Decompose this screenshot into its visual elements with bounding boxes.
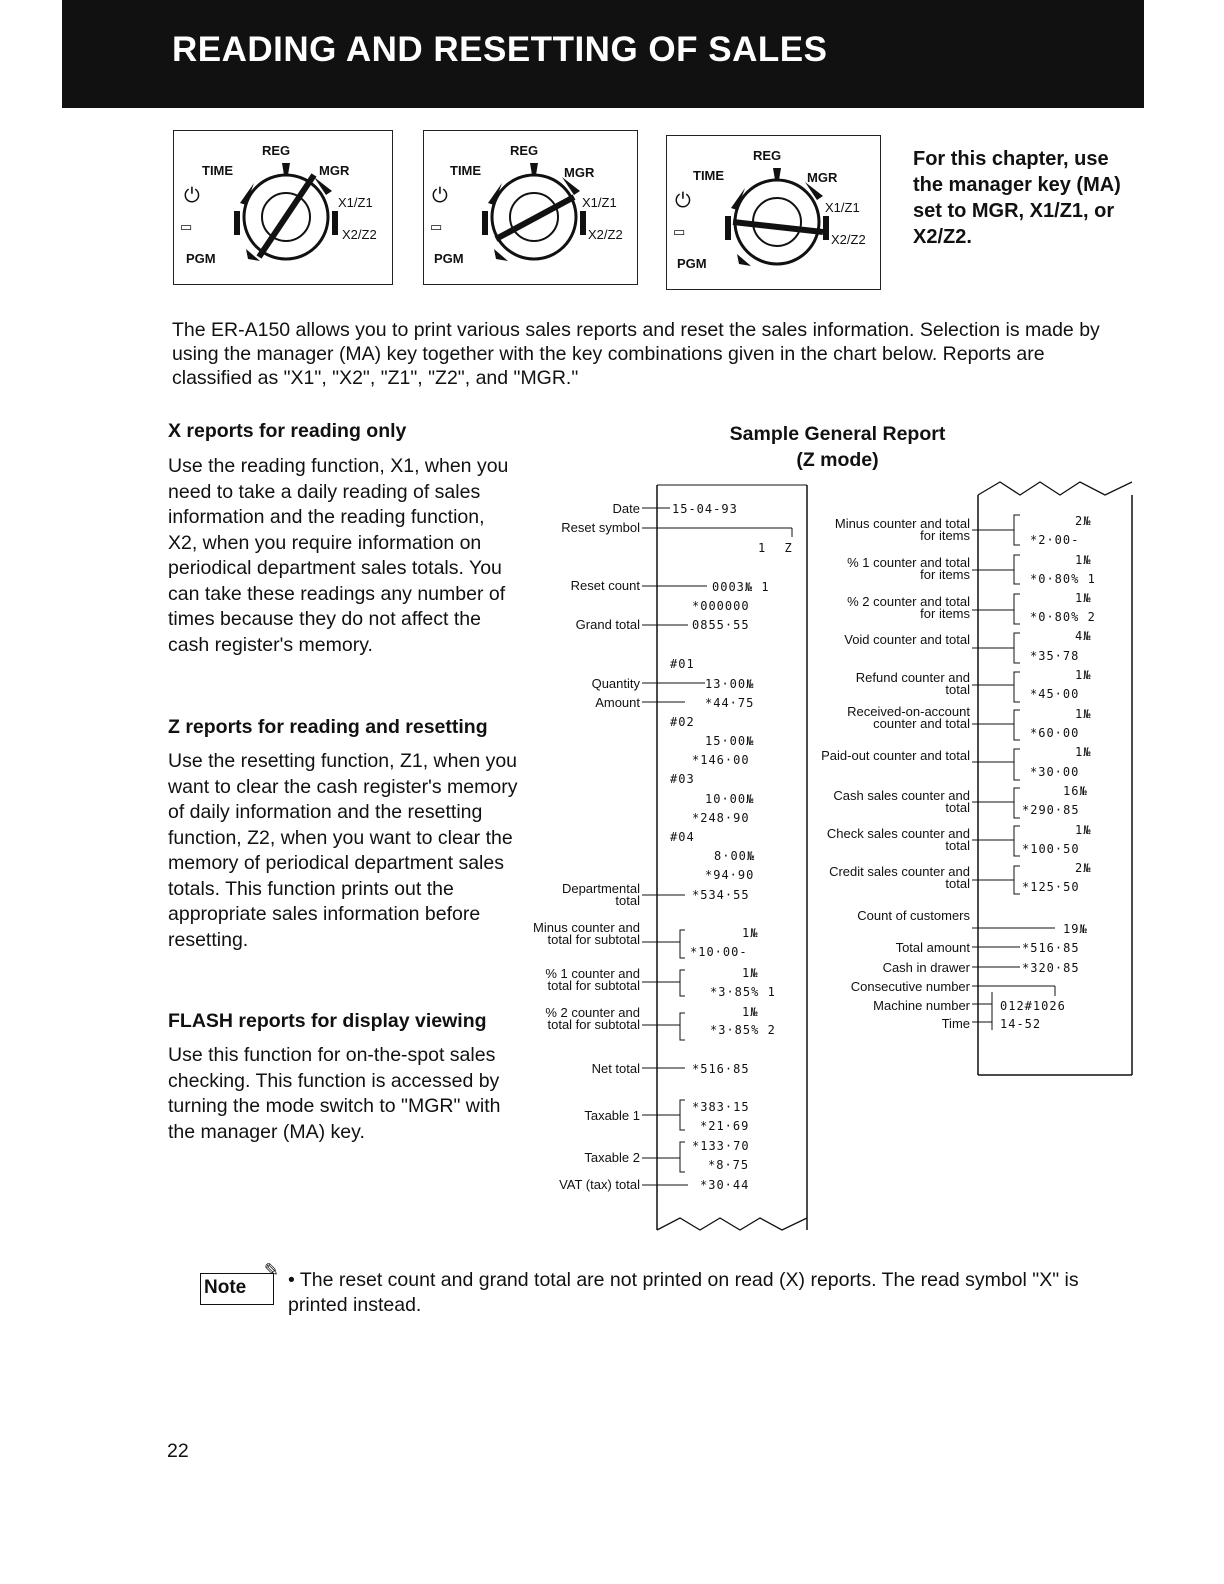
value-vat-total: *30·44: [700, 1178, 750, 1192]
dial-label-time: TIME: [450, 163, 482, 178]
mode-dial-mgr: [173, 130, 393, 285]
note-badge: [200, 1260, 279, 1305]
value-pct1-total: *3·85% 1: [710, 985, 776, 999]
mode-dial-x1z1: [423, 130, 638, 285]
value-dept4: #04: [670, 830, 695, 844]
dial-label-pgm: PGM: [677, 256, 707, 271]
value-cash-total: *290·85: [1022, 803, 1080, 817]
dial-label-time: TIME: [693, 168, 725, 183]
label-customers: Count of customers: [857, 908, 970, 923]
value-check-total: *100·50: [1022, 842, 1080, 856]
label-vat-total: VAT (tax) total: [559, 1177, 640, 1192]
value-machine-number: 012#1026: [1000, 999, 1066, 1013]
dial-label-mgr: MGR: [319, 163, 350, 178]
value-taxable2-b: *8·75: [708, 1158, 750, 1172]
dial-label-pgm: PGM: [186, 251, 216, 266]
value-taxable2-a: *133·70: [692, 1139, 750, 1153]
dial-label-x1z1: X1/Z1: [338, 195, 373, 210]
power-icon: ⏻: [184, 185, 200, 207]
value-cash-count: 16№: [1063, 784, 1088, 798]
value-pct1-items-total: *0·80% 1: [1030, 572, 1096, 586]
value-credit-count: 2№: [1075, 861, 1092, 875]
mode-dial-x2z2: [666, 135, 881, 290]
card-icon: ▭: [180, 219, 193, 234]
label-refund: Refund counter and total: [855, 670, 970, 697]
value-dept2-qty: 15·00№: [705, 734, 755, 748]
value-minus-count: 1№: [742, 926, 759, 940]
value-minus-items-total: *2·00-: [1030, 533, 1080, 547]
dial-label-x1z1: X1/Z1: [582, 195, 617, 210]
value-total-amount: *516·85: [1022, 941, 1080, 955]
label-taxable-1: Taxable 1: [584, 1108, 640, 1123]
label-date: Date: [612, 501, 640, 516]
value-minus-total: *10·00-: [690, 945, 748, 959]
dial-label-reg: REG: [262, 143, 291, 158]
value-reset-count: 0003№ 1: [712, 580, 770, 594]
card-icon: ▭: [430, 219, 443, 234]
intro-paragraph: The ER-A150 allows you to print various sales reports and reset the sales information. Selection is made by using the manager (MA) key together with the key combinations given in the chart below. Reports are classified as "X1", "X2", "Z1", "Z2", and "MGR.": [172, 319, 1100, 389]
value-check-count: 1№: [1075, 823, 1092, 837]
dial-label-reg: REG: [753, 148, 782, 163]
value-dept1-amt: *44·75: [705, 696, 755, 710]
label-check-sales: Check sales counter and total: [826, 826, 970, 853]
label-minus-counter: Minus counter and total for subtotal: [533, 920, 640, 947]
value-taxable1-b: *21·69: [700, 1119, 750, 1133]
label-cash-in-drawer: Cash in drawer: [882, 960, 970, 975]
pencil-icon: ✎: [263, 1260, 279, 1280]
value-time: 14-52: [1000, 1017, 1042, 1031]
value-refund-count: 1№: [1075, 668, 1092, 682]
value-refund-total: *45·00: [1030, 687, 1080, 701]
note-text: • The reset count and grand total are not printed on read (X) reports. The read symbol "X" is printed instead.: [288, 1269, 1079, 1316]
value-pct2-total: *3·85% 2: [710, 1023, 776, 1037]
value-dept1: #01: [670, 657, 695, 671]
label-grand-total: Grand total: [575, 617, 640, 632]
label-taxable-2: Taxable 2: [584, 1150, 640, 1165]
dial-label-time: TIME: [202, 163, 234, 178]
value-pct1-items-count: 1№: [1075, 553, 1092, 567]
label-minus-items: Minus counter and total for items: [834, 516, 970, 543]
value-po-total: *30·00: [1030, 765, 1080, 779]
x-reports-body: Use the reading function, X1, when you need to take a daily reading of sales information and the reading function, X2, when you require information on periodical department sales totals. You can take these readings any number of times because they do not affect the cash register's memory.: [168, 455, 509, 656]
label-paid-out: Paid-out counter and total: [821, 748, 970, 763]
value-customers: 19№: [1063, 922, 1088, 936]
value-pct1-count: 1№: [742, 966, 759, 980]
value-dept-total: *534·55: [692, 888, 750, 902]
label-machine-number: Machine number: [873, 998, 970, 1013]
dial-label-pgm: PGM: [434, 251, 464, 266]
value-grand-total-2: 0855·55: [692, 618, 750, 632]
header-bar: [62, 0, 1144, 108]
label-void: Void counter and total: [844, 632, 970, 647]
value-date: 15-04-93: [672, 502, 738, 516]
page-number: 22: [167, 1440, 189, 1462]
label-reset-symbol: Reset symbol: [561, 520, 640, 535]
z-reports-body: Use the resetting function, Z1, when you want to clear the cash register's memory of daily information and the resetting function, Z2, when you want to clear the memory of periodical department sales totals. This function prints out the appropriate sales information before resetting.: [168, 750, 518, 951]
label-pct2-subtotal: % 2 counter and total for subtotal: [545, 1005, 640, 1032]
x-reports-title: X reports for reading only: [168, 420, 407, 442]
value-minus-items-count: 2№: [1075, 514, 1092, 528]
chapter-note: For this chapter, use the manager key (MA) set to MGR, X1/Z1, or X2/Z2.: [913, 148, 1121, 248]
report-title: Sample General Report: [729, 423, 946, 445]
value-net-total: *516·85: [692, 1062, 750, 1076]
note-label: Note: [204, 1277, 247, 1298]
value-dept2-amt: *146·00: [692, 753, 750, 767]
label-net-total: Net total: [591, 1061, 640, 1076]
z-reports-title: Z reports for reading and resetting: [168, 716, 488, 738]
dial-label-mgr: MGR: [807, 170, 838, 185]
flash-reports-title: FLASH reports for display viewing: [168, 1010, 487, 1032]
value-dept2: #02: [670, 715, 695, 729]
value-void-total: *35·78: [1030, 649, 1080, 663]
value-pct2-items-count: 1№: [1075, 591, 1092, 605]
value-credit-total: *125·50: [1022, 880, 1080, 894]
card-icon: ▭: [673, 224, 686, 239]
label-consecutive-number: Consecutive number: [850, 979, 970, 994]
label-pct2-items: % 2 counter and total for items: [847, 594, 970, 621]
dial-label-x1z1: X1/Z1: [825, 200, 860, 215]
value-ra-count: 1№: [1075, 707, 1092, 721]
label-credit-sales: Credit sales counter and total: [829, 864, 970, 891]
value-dept3-qty: 10·00№: [705, 792, 755, 806]
dial-label-reg: REG: [510, 143, 539, 158]
report-subtitle: (Z mode): [796, 449, 879, 471]
label-received-on-account: Received-on-account counter and total: [847, 704, 970, 731]
power-icon: ⏻: [675, 190, 691, 212]
value-dept4-qty: 8·00№: [714, 849, 756, 863]
dial-label-mgr: MGR: [564, 165, 595, 180]
label-time: Time: [941, 1016, 970, 1031]
value-void-count: 4№: [1075, 629, 1092, 643]
label-departmental-total: Departmental total: [561, 881, 640, 908]
value-cash-in-drawer: *320·85: [1022, 961, 1080, 975]
label-pct1-subtotal: % 1 counter and total for subtotal: [545, 966, 640, 993]
dial-label-x2z2: X2/Z2: [588, 227, 623, 242]
value-pct2-count: 1№: [742, 1005, 759, 1019]
label-quantity: Quantity: [591, 676, 640, 691]
value-ra-total: *60·00: [1030, 726, 1080, 740]
label-total-amount: Total amount: [895, 940, 970, 955]
label-cash-sales: Cash sales counter and total: [833, 788, 970, 815]
label-reset-count: Reset count: [570, 578, 640, 593]
value-taxable1-a: *383·15: [692, 1100, 750, 1114]
dial-label-x2z2: X2/Z2: [342, 227, 377, 242]
label-amount: Amount: [595, 695, 640, 710]
value-dept3: #03: [670, 772, 695, 786]
dial-label-x2z2: X2/Z2: [831, 232, 866, 247]
value-reset-symbol: 1 Z: [758, 541, 793, 555]
value-grand-total-1: *000000: [692, 599, 750, 613]
label-pct1-items: % 1 counter and total for items: [847, 555, 970, 582]
value-dept4-amt: *94·90: [705, 868, 755, 882]
flash-reports-body: Use this function for on-the-spot sales checking. This function is accessed by turning the mode switch to "MGR" with the manager (MA) key.: [168, 1044, 501, 1143]
value-po-count: 1№: [1075, 745, 1092, 759]
value-dept1-qty: 13·00№: [705, 677, 755, 691]
power-icon: ⏻: [432, 185, 448, 207]
page-title: READING AND RESETTING OF SALES: [172, 30, 828, 69]
value-dept3-amt: *248·90: [692, 811, 750, 825]
value-pct2-items-total: *0·80% 2: [1030, 610, 1096, 624]
